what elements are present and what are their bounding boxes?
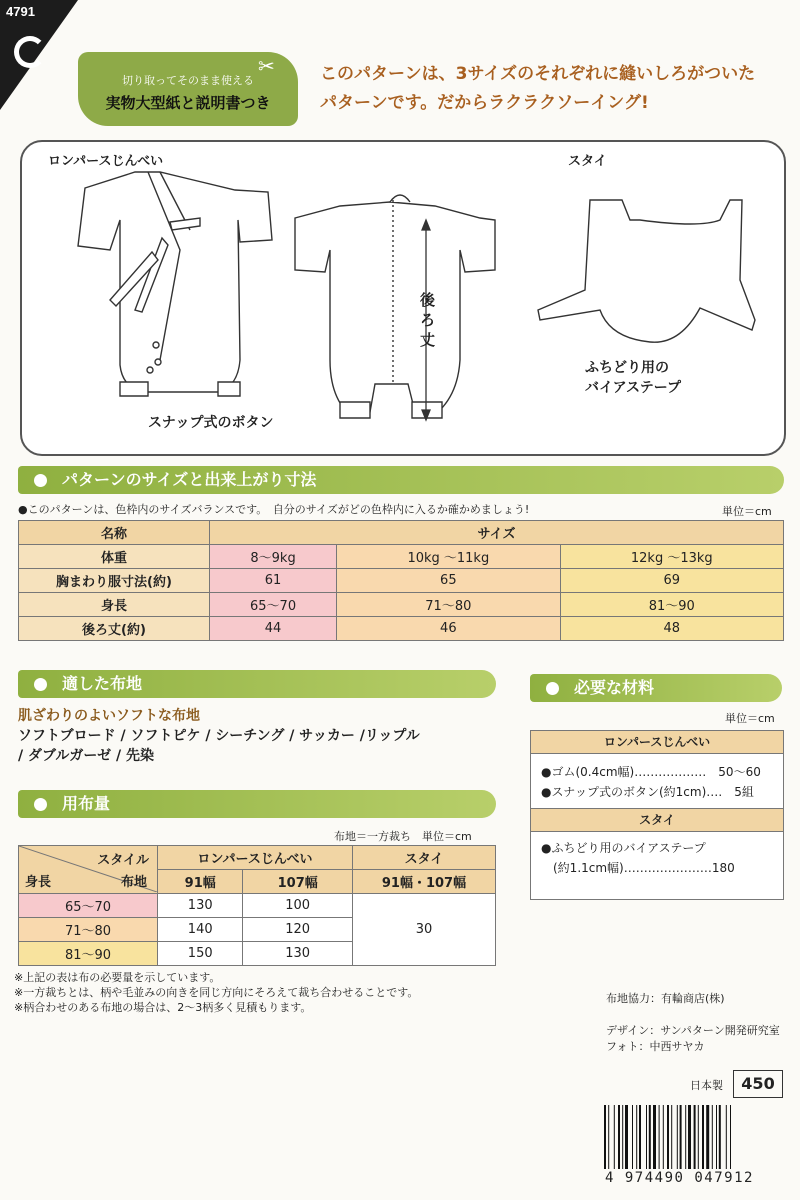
cell: 10kg 〜11kg — [337, 545, 560, 569]
bullet-dot-icon — [34, 474, 47, 487]
garment-illustrations — [40, 160, 780, 440]
badge-line1: 切り取ってそのまま使える — [122, 74, 254, 87]
yardage-unit: 布地＝一方裁ち 単位＝cm — [334, 830, 472, 843]
cell: 46 — [337, 617, 560, 641]
corner-style: スタイル — [97, 853, 149, 868]
bib-title: スタイ — [568, 154, 607, 169]
yardage-section-bar — [18, 790, 496, 818]
table-row — [19, 545, 784, 569]
note-line: ※柄合わせのある布地の場合は、2〜3柄多く見積もります。 — [14, 1001, 312, 1014]
corner-height: 身長 — [25, 875, 52, 890]
size-section-bar — [18, 466, 784, 494]
romper-materials-head: ロンパースじんべい — [531, 731, 783, 754]
headline — [320, 60, 755, 118]
cell: 44 — [210, 617, 337, 641]
romper-front-drawing — [78, 172, 272, 396]
header-size: サイズ — [210, 521, 784, 545]
row-label: 体重 — [19, 545, 210, 569]
table-row — [19, 894, 496, 918]
romper-title: ロンパースじんべい — [48, 154, 164, 169]
cell: 69 — [560, 569, 783, 593]
yardage-table — [18, 845, 496, 966]
back-length-label: 後ろ丈 — [420, 291, 436, 349]
materials-section-title: 必要な材料 — [574, 678, 655, 697]
material-item: ●ふちどり用のバイアステープ — [541, 841, 706, 855]
bib-value: 30 — [352, 894, 495, 966]
size-table — [18, 520, 784, 641]
fabric-section-title: 適した布地 — [62, 674, 143, 693]
row-label: 胸まわり服寸法(約) — [19, 569, 210, 593]
cell: 71〜80 — [337, 593, 560, 617]
bib-materials-head: スタイ — [531, 808, 783, 832]
ean-number: 4 974490 047912 — [605, 1170, 754, 1186]
ring-logo-icon — [14, 36, 46, 68]
snap-label: スナップ式のボタン — [148, 415, 274, 431]
fabric-line2: / ダブルガーゼ / 先染 — [18, 748, 155, 764]
materials-section-bar — [530, 674, 782, 702]
cell: 130 — [243, 942, 353, 966]
header-name: 名称 — [19, 521, 210, 545]
fabric-line1: ソフトブロード / ソフトピケ / シーチング / サッカー /リップル — [18, 728, 420, 744]
corner-cell — [19, 846, 158, 894]
size-note: ●このパターンは、色枠内のサイズバランスです。 自分のサイズがどの色枠内に入るか確かめましょう! — [18, 503, 530, 516]
bib-header: スタイ — [352, 846, 495, 870]
row-height: 81〜90 — [19, 942, 158, 966]
material-item: ●スナップ式のボタン(約1cm)‥‥ 5組 — [541, 785, 754, 799]
cell: 12kg 〜13kg — [560, 545, 783, 569]
bullet-dot-icon — [546, 682, 559, 695]
bib-drawing — [538, 200, 755, 342]
size-section-title: パターンのサイズと出来上がり寸法 — [62, 470, 317, 489]
barcode-icon — [600, 1105, 780, 1173]
cell: 48 — [560, 617, 783, 641]
size-unit: 単位＝cm — [722, 505, 772, 518]
table-row — [19, 593, 784, 617]
cell: 61 — [210, 569, 337, 593]
materials-box — [530, 730, 784, 900]
row-label: 後ろ丈(約) — [19, 617, 210, 641]
fabric-credit: 布地協力：有輪商店(株) — [606, 992, 725, 1005]
fabric-text — [18, 706, 420, 766]
yardage-section-title: 用布量 — [62, 794, 111, 813]
corner-fabric: 布地 — [120, 875, 147, 890]
yardage-notes — [14, 970, 418, 1015]
table-row — [19, 617, 784, 641]
bias-label-line1: ふちどり用の — [585, 360, 669, 376]
cell: 140 — [158, 918, 243, 942]
cell: 120 — [243, 918, 353, 942]
price-box: 450 — [733, 1070, 783, 1098]
width-91-header: 91幅 — [158, 870, 243, 894]
material-item: (約1.1cm幅)‥‥‥‥‥‥‥‥‥‥‥180 — [541, 861, 735, 875]
material-item: ●ゴム(0.4cm幅)‥‥‥‥‥‥‥‥‥ 50〜60 — [541, 765, 761, 779]
bullet-dot-icon — [34, 678, 47, 691]
cell: 81〜90 — [560, 593, 783, 617]
headline-line1: このパターンは、3サイズのそれぞれに縫いしろがついた — [320, 64, 756, 84]
cell: 8〜9kg — [210, 545, 337, 569]
note-line: ※一方裁ちとは、柄や毛並みの向きを同じ方向にそろえて裁ち合わせることです。 — [14, 986, 419, 999]
bib-width-header: 91幅・107幅 — [352, 870, 495, 894]
cell: 150 — [158, 942, 243, 966]
badge-line2: 実物大型紙と説明書つき — [105, 94, 271, 112]
cell: 65〜70 — [210, 593, 337, 617]
pattern-code: 4791 — [6, 4, 35, 19]
romper-back-drawing — [295, 195, 495, 418]
bias-tape-label — [585, 358, 681, 398]
row-height: 65〜70 — [19, 894, 158, 918]
table-row — [19, 569, 784, 593]
materials-unit: 単位＝cm — [725, 712, 775, 725]
romper-header: ロンパースじんべい — [158, 846, 353, 870]
scissors-icon: ✂ — [258, 54, 275, 78]
photo-credit: フォト：中西サヤカ — [606, 1040, 705, 1053]
row-label: 身長 — [19, 593, 210, 617]
headline-line2: パターンです。だからラクラクソーイング! — [320, 93, 649, 113]
row-height: 71〜80 — [19, 918, 158, 942]
bullet-dot-icon — [34, 798, 47, 811]
bias-label-line2: バイアステープ — [585, 380, 682, 396]
note-line: ※上記の表は布の必要量を示しています。 — [14, 971, 221, 984]
width-107-header: 107幅 — [243, 870, 353, 894]
cell: 65 — [337, 569, 560, 593]
cell: 100 — [243, 894, 353, 918]
design-credit: デザイン：サンパターン開発研究室 — [606, 1024, 780, 1037]
cell: 130 — [158, 894, 243, 918]
fabric-lead: 肌ざわりのよいソフトな布地 — [18, 708, 200, 724]
fabric-section-bar — [18, 670, 496, 698]
made-in-label: 日本製 — [690, 1079, 723, 1092]
